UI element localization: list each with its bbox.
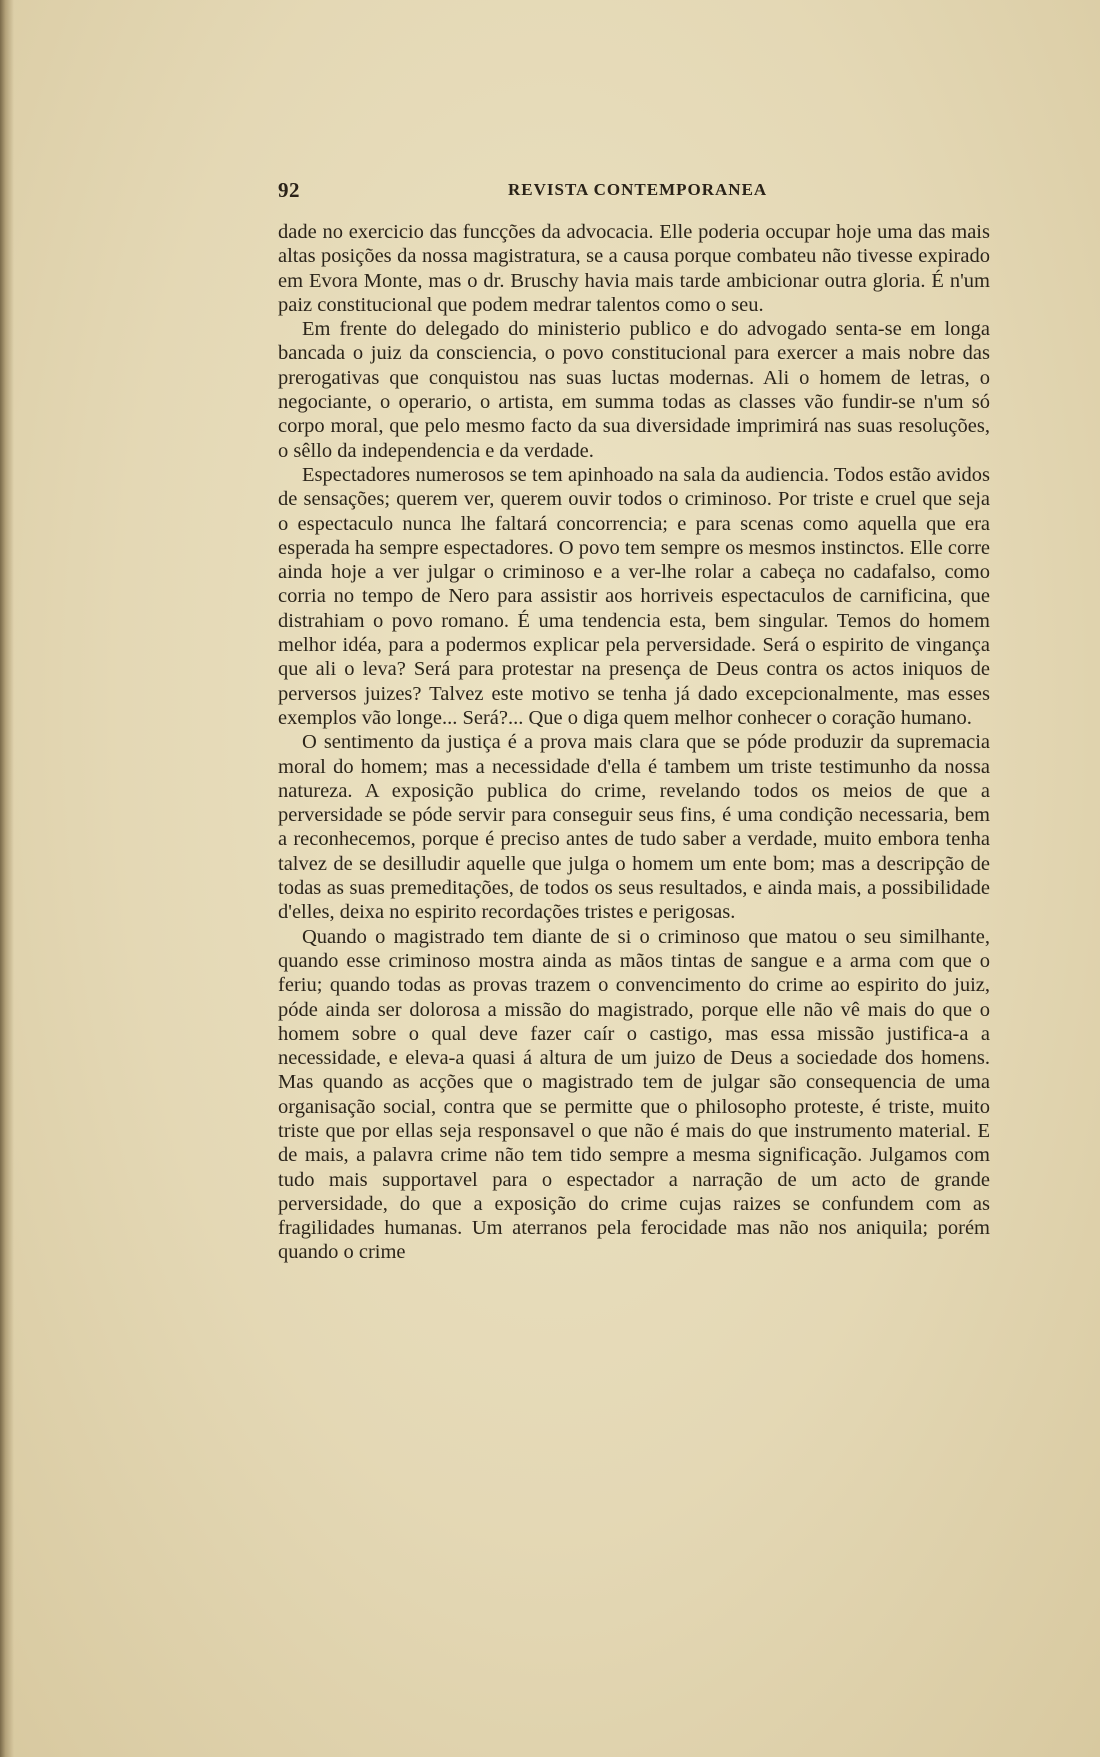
paragraph-3: Espectadores numerosos se tem apinhoado na sala da audiencia. Todos estão avidos de sensações; querem ver, querem ouvir todos o criminoso. Por triste e cruel que seja o espectaculo nunca lhe faltará concorrencia; e para scenas como aquella que era esperada ha sempre espectadores. O povo tem sempre os mesmos instinctos. Elle corre ainda hoje a ver julgar o criminoso e a ver-lhe rolar a cabeça no cadafalso, como corria no tempo de Nero para assistir aos horriveis espectaculos de carnificina, que distrahiam o povo romano. É uma tendencia esta, bem singular. Temos do homem melhor idéa, para a podermos explicar pela perversidade. Será o espirito de vingança que ali o leva? Será para protestar na presença de Deus contra os actos iniquos de perversos juizes? Talvez este motivo se tenha já dado excepcionalmente, mas esses exemplos vão longe... Será?... Que o diga quem melhor conhecer o coração humano. bbox=[278, 463, 990, 729]
running-title: REVISTA CONTEMPORANEA bbox=[508, 180, 768, 199]
page-header bbox=[278, 178, 990, 204]
page-number: 92 bbox=[278, 178, 300, 202]
paragraph-2: Em frente do delegado do ministerio publico e do advogado senta-se em longa bancada o juiz da consciencia, o povo constitucional para exercer a mais nobre das prerogativas que conquistou nas suas luctas modernas. Ali o homem de letras, o negociante, o operario, o artista, em summa todas as classes vão fundir-se n'um só corpo moral, que pelo mesmo facto da sua diversidade imprimirá nas suas resoluções, o sêllo da independencia e da verdade. bbox=[278, 318, 990, 462]
page-binding-edge bbox=[0, 0, 14, 1757]
paragraph-5: Quando o magistrado tem diante de si o criminoso que matou o seu similhante, quando esse criminoso mostra ainda as mãos tintas de sangue e a arma com que o feriu; quando todas as provas trazem o convencimento do crime ao espirito do juiz, póde ainda ser dolorosa a missão do magistrado, porque elle não vê mais do que o homem sobre o qual deve fazer caír o castigo, mas essa missão justifica-a a necessidade, e eleva-a quasi á altura de um juizo de Deus a sociedade dos homens. Mas quando as acções que o magistrado tem de julgar são consequencia de uma organisação social, contra que se permitte que o philosopho proteste, é triste, muito triste que por ellas seja responsavel o que não é mais do que instrumento material. E de mais, a palavra crime não tem tido sempre a mesma significação. Julgamos com tudo mais supportavel para o espectador a narração de um acto de grande perversidade, do que a exposição do crime cujas raizes se confundem com as fragilidades humanas. Um aterranos pela ferocidade mas não nos aniquila; porém quando o crime bbox=[278, 925, 990, 1264]
paragraph-4: O sentimento da justiça é a prova mais clara que se póde produzir da supremacia moral do homem; mas a necessidade d'ella é tambem um triste testimunho da nossa natureza. A exposição publica do crime, revelando todos os meios de que a perversidade se póde servir para conseguir seus fins, é uma condição necessaria, bem a reconhecemos, porque é preciso antes de tudo saber a verdade, muito embora tenha talvez de se desilludir aquelle que julga o homem um ente bom; mas a descripção de todas as suas premeditações, de todos os seus resultados, e ainda mais, a possibilidade d'elles, deixa no espirito recordações tristes e perigosas. bbox=[278, 731, 990, 924]
paragraph-1: dade no exercicio das funcções da advocacia. Elle poderia occupar hoje uma das mais altas posições da nossa magistratura, se a causa porque combateu não tivesse expirado em Evora Monte, mas o dr. Bruschy havia mais tarde ambicionar outra gloria. É n'um paiz constitucional que podem medrar talentos como o seu. bbox=[278, 221, 990, 316]
body-text bbox=[278, 220, 990, 1265]
